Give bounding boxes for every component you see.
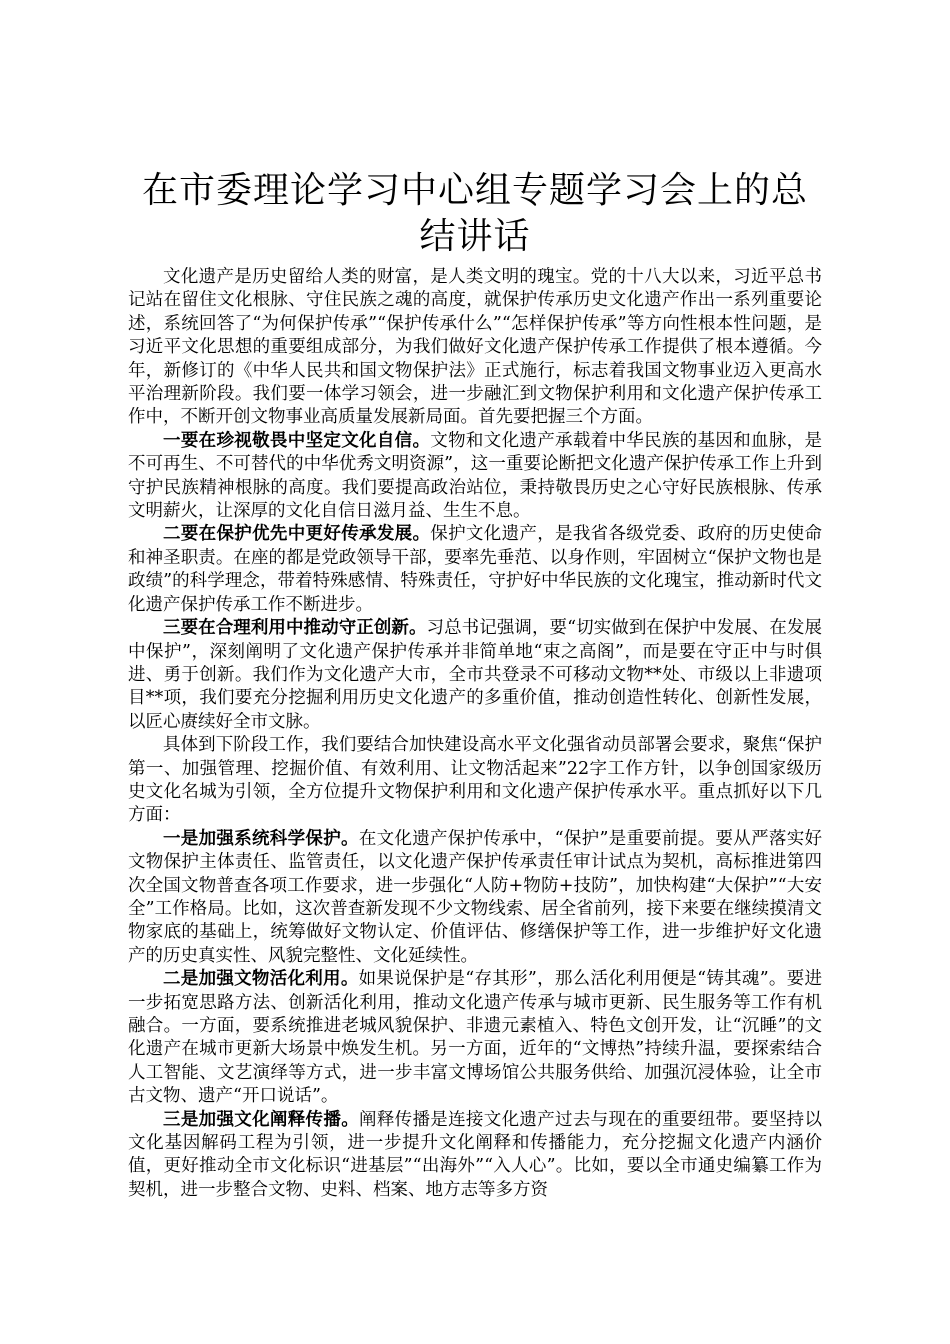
- paragraph-text: 如果说保护是“存其形”，那么活化利用便是“铸其魂”。要进一步拓宽思路方法、创新活化利用，推动文化遗产传承与城市更新、民生服务等工作有机融合。一方面，要系统推进老城风貌保护、非遗元素植入、特色文创开发，让“沉睡”的文化遗产在城市更新大场景中焕发生机。另一方面，近年的“文博热”持续升温，要探索结合人工智能、文艺演绎等方式，进一步丰富文博场馆公共服务供给、加强沉浸体验，让全市古文物、遗产“开口说话”。: [128, 969, 822, 1107]
- paragraph-lead: 一要在珍视敬畏中坚定文化自信。: [163, 430, 431, 451]
- paragraph-lead: 三要在合理利用中推动守正创新。: [163, 618, 427, 639]
- paragraph-task-1: [128, 828, 822, 968]
- paragraph-text: 文化遗产是历史留给人类的财富，是人类文明的瑰宝。党的十八大以来，习近平总书记站在留住文化根脉、守住民族之魂的高度，就保护传承历史文化遗产作出一系列重要论述，系统回答了“为何保护传承”“保护传承什么”“怎样保护传承”等方向性根本性问题，是习近平文化思想的重要组成部分，为我们做好文化遗产保护传承工作提供了根本遵循。今年，新修订的《中华人民共和国文物保护法》正式施行，标志着我国文物事业迈入更高水平治理新阶段。我们要一体学习领会，进一步融汇到文物保护利用和文化遗产保护传承工作中，不断开创文物事业高质量发展新局面。首先要把握三个方面。: [128, 267, 822, 428]
- paragraph-text: 阐释传播是连接文化遗产过去与现在的重要纽带。要坚持以文化基因解码工程为引领，进一步提升文化阐释和传播能力，充分挖掘文化遗产内涵价值，更好推动全市文化标识“进基层”“出海外”“入人心”。比如，要以全市通史编纂工作为契机，进一步整合文物、史料、档案、地方志等多方资: [128, 1109, 822, 1200]
- paragraph-text: 具体到下阶段工作，我们要结合加快建设高水平文化强省动员部署会要求，聚焦“保护第一、加强管理、挖掘价值、有效利用、让文物活起来”22字工作方针，以争创国家级历史文化名城为引领，全方位提升文物保护利用和文化遗产保护传承水平。重点抓好以下几方面：: [128, 735, 822, 826]
- paragraph-text: 习总书记强调，要“切实做到在保护中发展、在发展中保护”，深刻阐明了文化遗产保护传承并非简单地“束之高阁”，而是要在守正中与时俱进、勇于创新。我们作为文化遗产大市，全市共登录不可移动文物**处、市级以上非遗项目**项，我们要充分挖掘利用历史文化遗产的多重价值，推动创造性转化、创新性发展，以匠心赓续好全市文脉。: [128, 618, 823, 732]
- paragraph-point-1: [128, 430, 822, 524]
- paragraph-text: 在文化遗产保护传承中，“保护”是重要前提。要从严落实好文物保护主体责任、监管责任，以文化遗产保护传承责任审计试点为契机，高标推进第四次全国文物普查各项工作要求，进一步强化“人防+物防+技防”，加快构建“大保护”“大安全”工作格局。比如，这次普查新发现不少文物线索、居全省前列，接下来要在继续摸清文物家底的基础上，统筹做好文物认定、价值评估、修缮保护等工作，进一步维护好文化遗产的历史真实性、风貌完整性、文化延续性。: [128, 828, 822, 966]
- paragraph-lead: 三是加强文化阐释传播。: [163, 1109, 360, 1130]
- paragraph-point-2: [128, 523, 822, 617]
- document-page: [128, 168, 822, 1202]
- paragraph-lead: 二是加强文物活化利用。: [163, 969, 359, 990]
- paragraph-next-stage: [128, 734, 822, 828]
- document-body: [128, 266, 822, 1202]
- paragraph-intro: [128, 266, 822, 430]
- paragraph-lead: 一是加强系统科学保护。: [163, 828, 359, 849]
- paragraph-text: 文物和文化遗产承载着中华民族的基因和血脉，是不可再生、不可替代的中华优秀文明资源”，这一重要论断把文化遗产保护传承工作上升到守护民族精神根脉的高度。我们要提高政治站位，秉持敬畏历史之心守好民族根脉、传承文明薪火，让深厚的文化自信日滋月益、生生不息。: [128, 430, 823, 522]
- paragraph-text: 保护文化遗产，是我省各级党委、政府的历史使命和神圣职责。在座的都是党政领导干部，要率先垂范、以身作则，牢固树立“保护文物也是政绩”的科学理念，带着特殊感情、特殊责任，守护好中华民族的文化瑰宝，推动新时代文化遗产保护传承工作不断进步。: [128, 524, 823, 615]
- paragraph-task-3: [128, 1109, 822, 1203]
- document-title: 在市委理论学习中心组专题学习会上的总结讲话: [141, 170, 808, 257]
- paragraph-point-3: [128, 617, 822, 734]
- paragraph-task-2: [128, 968, 822, 1108]
- paragraph-lead: 二要在保护优先中更好传承发展。: [163, 524, 431, 545]
